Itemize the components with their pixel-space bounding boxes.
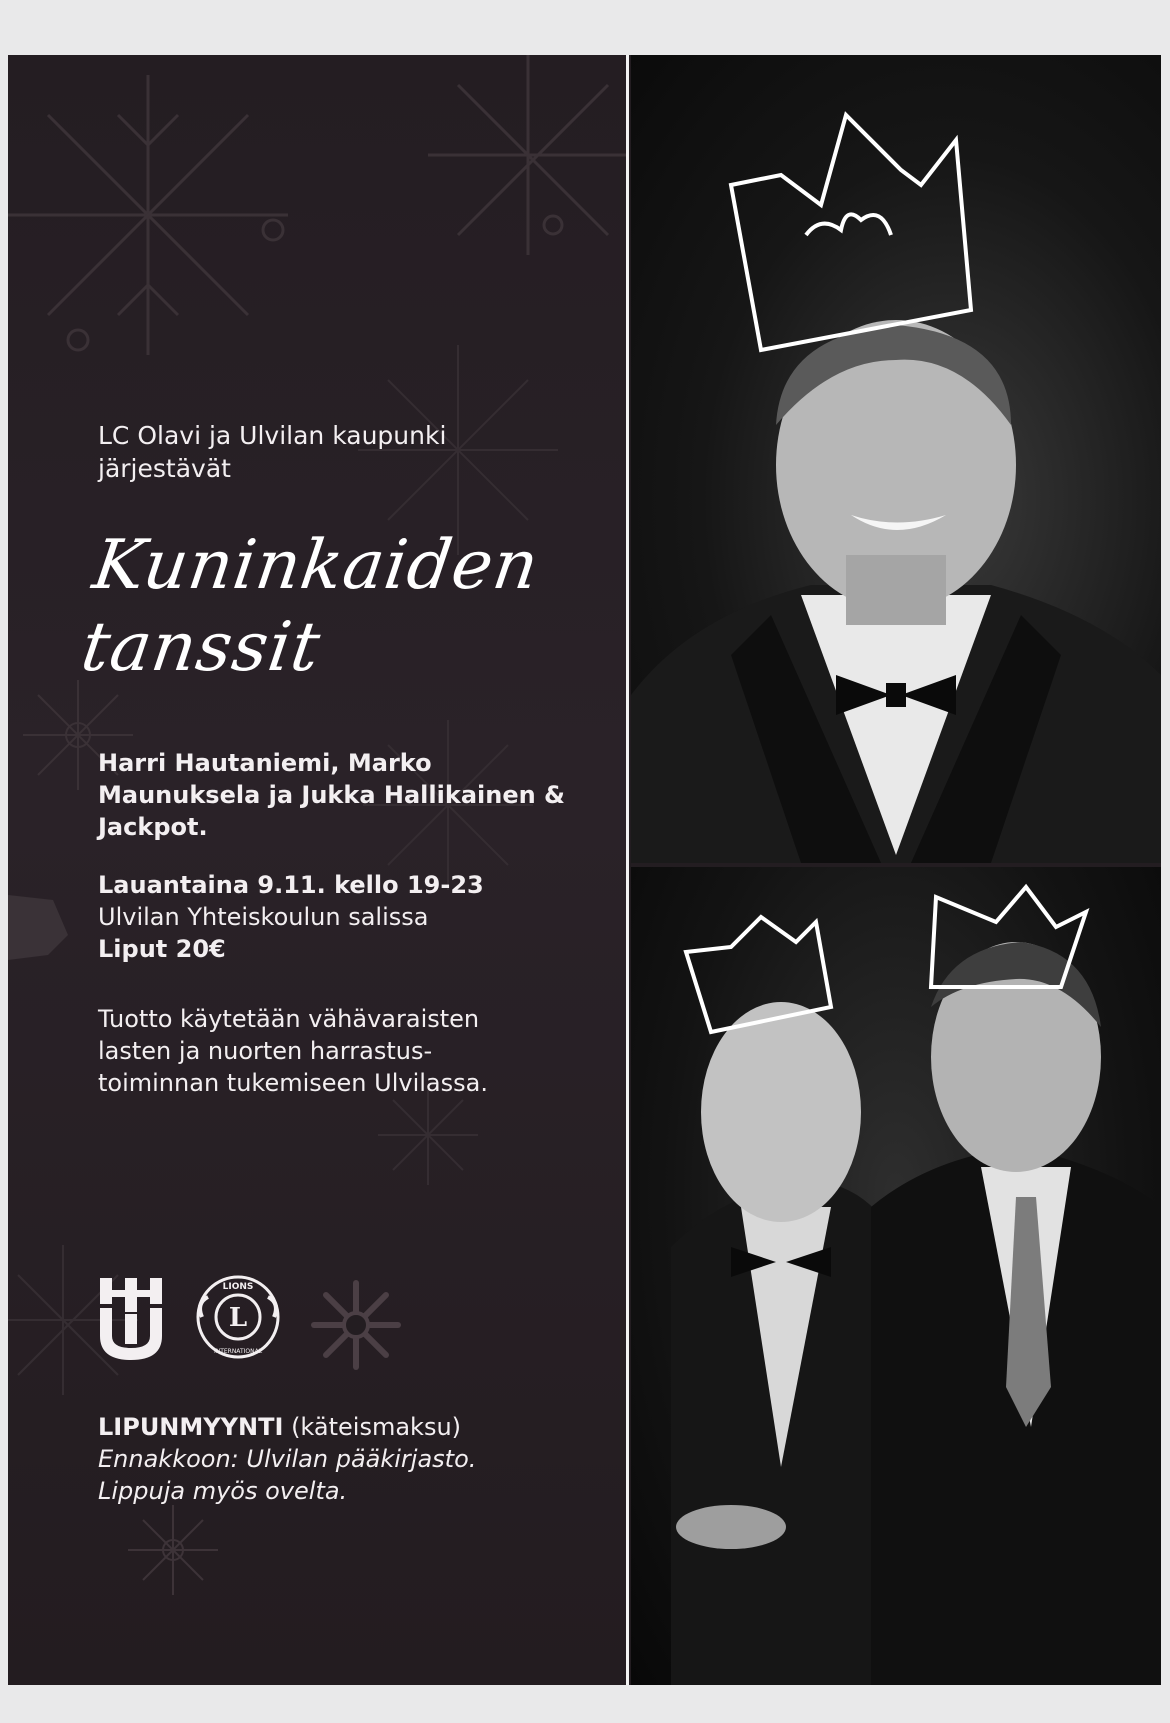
info-panel [8, 55, 626, 1685]
performer-portrait-top [631, 55, 1161, 863]
ticket-sales-label: LIPUNMYYNTI [98, 1413, 284, 1441]
advance-sales-text: Ennakkoon: Ulvilan pääkirjasto. [98, 1445, 477, 1473]
ticket-sales-heading [98, 1411, 461, 1443]
svg-text:INTERNATIONAL: INTERNATIONAL [213, 1348, 263, 1355]
performer-portrait-bottom [631, 867, 1161, 1685]
snowflake-icon [428, 55, 626, 255]
event-date: Lauantaina 9.11. kello 19-23 [98, 871, 484, 899]
title-line-2: tanssit [76, 608, 326, 687]
lions-international-logo-icon [194, 1273, 282, 1361]
ticket-sales-note: (käteismaksu) [291, 1413, 462, 1441]
svg-text:L: L [228, 1303, 248, 1333]
snowflake-icon [378, 1085, 478, 1185]
ticket-price: Liput 20€ [98, 935, 226, 963]
divider-line [626, 55, 629, 1685]
purpose-text: Tuotto käytetään vähävaraisten lasten ja nuorten harrastus-toiminnan tukemiseen Ulvilassa. [98, 1005, 488, 1097]
performers-text: Harri Hautaniemi, Marko Maunuksela ja Jukka Hallikainen & Jackpot. [98, 749, 565, 841]
event-poster [8, 55, 1161, 1685]
snowflake-icon [8, 75, 288, 355]
performer-photo-top [631, 55, 1161, 863]
decorative-shape [8, 895, 68, 960]
organizer-text: LC Olavi ja Ulvilan kaupunki järjestävät [98, 421, 447, 483]
snowflake-icon [308, 1277, 404, 1373]
performer-photo-bottom [631, 867, 1161, 1685]
event-title [76, 525, 619, 689]
title-line-1: Kuninkaiden [88, 526, 544, 605]
door-sales-text: Lippuja myös ovelta. [98, 1477, 348, 1505]
svg-text:LIONS: LIONS [222, 1282, 254, 1292]
crown-icon [731, 115, 971, 350]
event-venue: Ulvilan Yhteiskoulun salissa [98, 903, 429, 931]
ulvila-coat-of-arms-icon [100, 1278, 162, 1360]
snowflake-icon [128, 1505, 218, 1595]
